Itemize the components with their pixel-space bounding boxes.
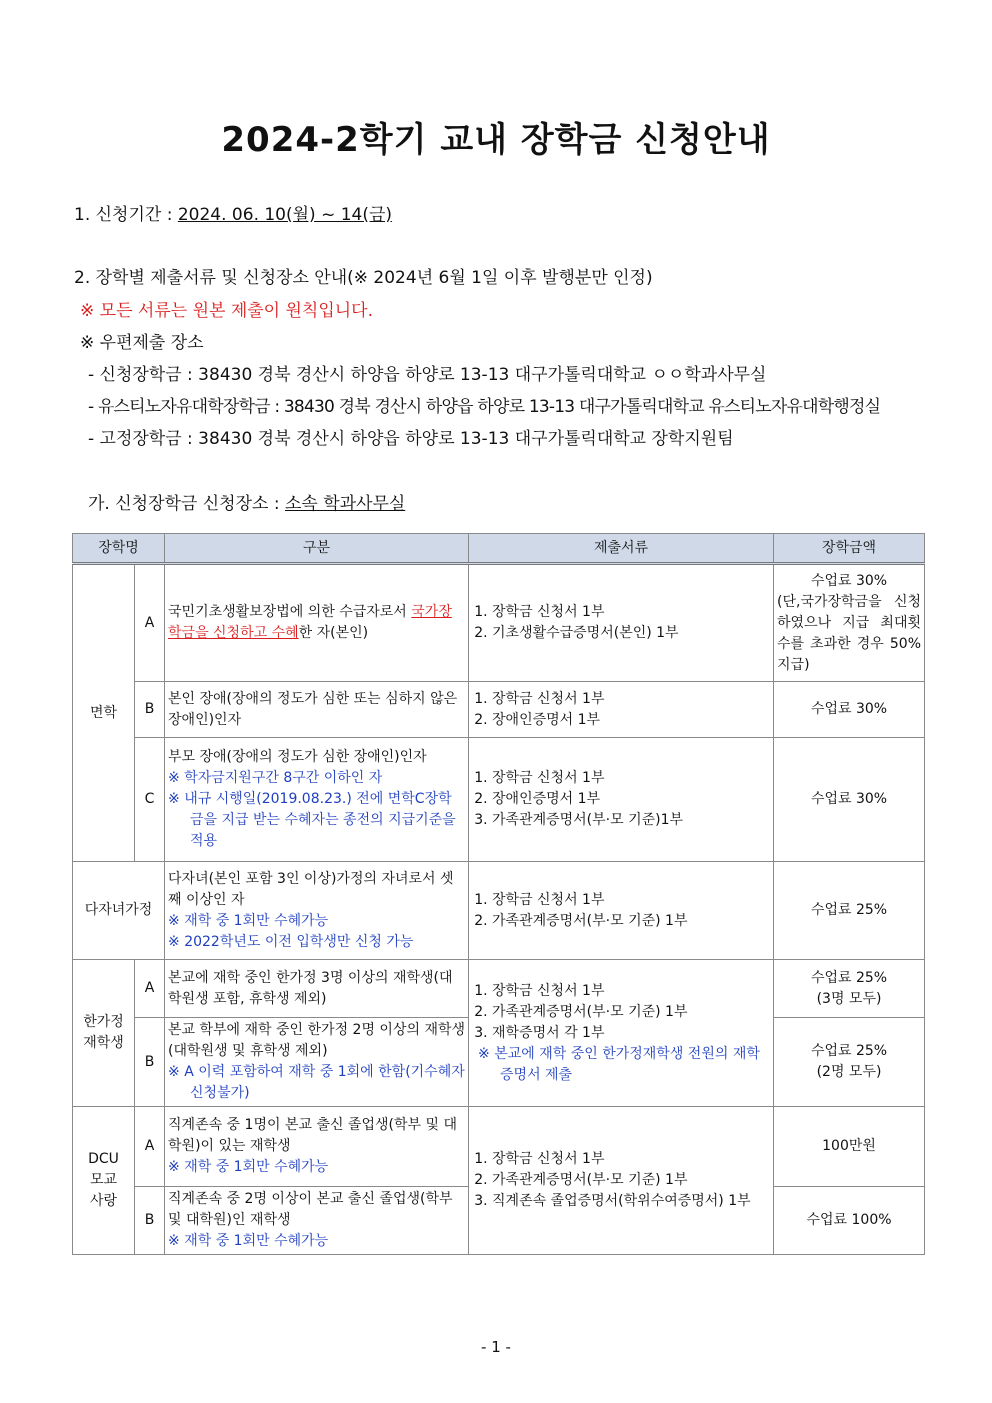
mail-item: - 유스티노자유대학장학금 : 38430 경북 경산시 하양읍 하양로 13-13 대구가톨릭대학교 유스티노자유대학행정실 (88, 397, 881, 417)
row-documents (469, 564, 774, 682)
application-period-dates: 2024. 06. 10(월) ~ 14(금) (177, 205, 393, 225)
desc-note: ※ A 이력 포함하여 재학 중 1회에 한함(기수혜자 신청불가) (168, 1064, 465, 1101)
table-row (73, 960, 925, 1018)
row-description (165, 862, 469, 960)
row-description (165, 1018, 469, 1107)
document-item: 2. 장애인증명서 1부 (492, 789, 770, 810)
desc-text: 직계존속 중 1명이 본교 출신 졸업생(학부 및 대학원)이 있는 재학생 (168, 1117, 457, 1154)
table-row (73, 1107, 925, 1187)
header-amount: 장학금액 (774, 534, 925, 564)
row-amount: 수업료 100% (774, 1187, 925, 1255)
document-item: 3. 재학증명서 각 1부 (492, 1023, 770, 1044)
mail-item: - 고정장학금 : 38430 경북 경산시 하양읍 하양로 13-13 대구가톨릭대학교 장학지원팀 (88, 429, 734, 449)
scholarship-name: 면학 (73, 564, 135, 862)
document-item: 2. 가족관계증명서(부·모 기준) 1부 (492, 1002, 770, 1023)
document-item: 1. 장학금 신청서 1부 (492, 981, 770, 1002)
desc-note: ※ 재학 중 1회만 수혜가능 (168, 1159, 329, 1175)
section2-heading: 2. 장학별 제출서류 및 신청장소 안내(※ 2024년 6월 1일 이후 발행분만 인정) (74, 268, 653, 288)
row-code: C (135, 738, 165, 862)
desc-note: ※ 재학 중 1회만 수혜가능 (168, 1233, 329, 1249)
application-period (74, 200, 392, 225)
row-code: A (135, 564, 165, 682)
document-item: 3. 직계존속 졸업증명서(학위수여증명서) 1부 (492, 1191, 770, 1212)
amount-note: (단,국가장학금을 신청하였으나 지급 최대횟수를 초과한 경우 50%지급) (777, 593, 922, 673)
row-amount: 수업료 30% (774, 738, 925, 862)
row-code: A (135, 1107, 165, 1187)
desc-text: 다자녀(본인 포함 3인 이상)가정의 자녀로서 셋째 이상인 자 (168, 870, 454, 908)
document-item: 1. 장학금 신청서 1부 (492, 602, 770, 623)
row-documents (469, 682, 774, 738)
row-amount: 수업료 25% (3명 모두) (774, 960, 925, 1018)
subsection-label: 가. 신청장학금 신청장소 : (88, 494, 285, 514)
desc-note: ※ 내규 시행일(2019.08.23.) 전에 면학C장학금을 지급 받는 수혜자는 종전의 지급기준을 적용 (168, 791, 456, 849)
scholarship-name: 한가정 재학생 (73, 960, 135, 1107)
row-description (165, 564, 469, 682)
mail-heading: ※ 우편제출 장소 (80, 333, 204, 353)
row-documents (469, 738, 774, 862)
row-code: B (135, 1187, 165, 1255)
documents-note: ※ 본교에 재학 중인 한가정재학생 전원의 재학증명서 제출 (478, 1045, 760, 1083)
desc-text: 한 자(본인) (298, 625, 369, 641)
desc-note: ※ 재학 중 1회만 수혜가능 (168, 912, 329, 929)
row-documents (469, 862, 774, 960)
row-code: B (135, 682, 165, 738)
row-amount: 수업료 25% (2명 모두) (774, 1018, 925, 1107)
desc-note: ※ 2022학년도 이전 입학생만 신청 가능 (168, 933, 414, 950)
document-item: 1. 장학금 신청서 1부 (492, 1149, 770, 1170)
row-amount: 수업료 30% (774, 682, 925, 738)
document-item: 1. 장학금 신청서 1부 (492, 890, 770, 911)
document-item: 1. 장학금 신청서 1부 (492, 689, 770, 710)
row-code: B (135, 1018, 165, 1107)
row-description (165, 738, 469, 862)
document-item: 2. 가족관계증명서(부·모 기준) 1부 (492, 1170, 770, 1191)
scholarship-name: DCU 모교 사랑 (73, 1107, 135, 1255)
scholarship-table (72, 533, 925, 1255)
header-name: 장학명 (73, 534, 165, 564)
scholarship-name: 다자녀가정 (73, 862, 165, 960)
page-number: - 1 - (481, 1338, 511, 1356)
header-category: 구분 (165, 534, 469, 564)
application-period-label: 1. 신청기간 : (74, 205, 178, 225)
document-item: 2. 가족관계증명서(부·모 기준) 1부 (492, 911, 770, 932)
amount-main: 수업료 30% (810, 572, 888, 589)
document-item: 2. 기초생활수급증명서(본인) 1부 (492, 623, 770, 644)
table-header-row (73, 534, 925, 564)
table-row (73, 738, 925, 862)
desc-text: 본교 학부에 재학 중인 한가정 2명 이상의 재학생 (대학원생 및 휴학생 제외) (168, 1022, 466, 1059)
row-documents (469, 1107, 774, 1255)
row-code: A (135, 960, 165, 1018)
row-amount: 수업료 25% (774, 862, 925, 960)
desc-text: 국민기초생활보장법에 의한 수급자로서 (168, 604, 412, 620)
row-description (165, 1187, 469, 1255)
page-title: 2024-2학기 교내 장학금 신청안내 (221, 120, 771, 160)
desc-highlight: 국가장학금을 신청하고 수혜 (168, 604, 452, 641)
subsection-heading (88, 489, 405, 514)
subsection-place: 소속 학과사무실 (284, 494, 406, 514)
table-row (73, 564, 925, 682)
row-description: 본인 장애(장애의 정도가 심한 또는 심하지 않은 장애인)인자 (165, 682, 469, 738)
document-item: 2. 장애인증명서 1부 (492, 710, 770, 731)
row-description (165, 1107, 469, 1187)
mail-item: - 신청장학금 : 38430 경북 경산시 하양읍 하양로 13-13 대구가톨릭대학교 ㅇㅇ학과사무실 (88, 365, 767, 385)
header-documents: 제출서류 (469, 534, 774, 564)
table-row (73, 682, 925, 738)
document-item: 3. 가족관계증명서(부·모 기준)1부 (492, 810, 770, 831)
desc-text: 부모 장애(장애의 정도가 심한 장애인)인자 (168, 749, 427, 765)
desc-text: 직계존속 중 2명 이상이 본교 출신 졸업생(학부 및 대학원)인 재학생 (168, 1191, 453, 1228)
row-amount: 100만원 (774, 1107, 925, 1187)
row-documents (469, 960, 774, 1107)
table-row (73, 862, 925, 960)
document-item: 1. 장학금 신청서 1부 (492, 768, 770, 789)
row-description: 본교에 재학 중인 한가정 3명 이상의 재학생(대학원생 포함, 휴학생 제외) (165, 960, 469, 1018)
original-notice: ※ 모든 서류는 원본 제출이 원칙입니다. (80, 301, 373, 321)
desc-note: ※ 학자금지원구간 8구간 이하인 자 (168, 770, 383, 786)
row-amount (774, 564, 925, 682)
